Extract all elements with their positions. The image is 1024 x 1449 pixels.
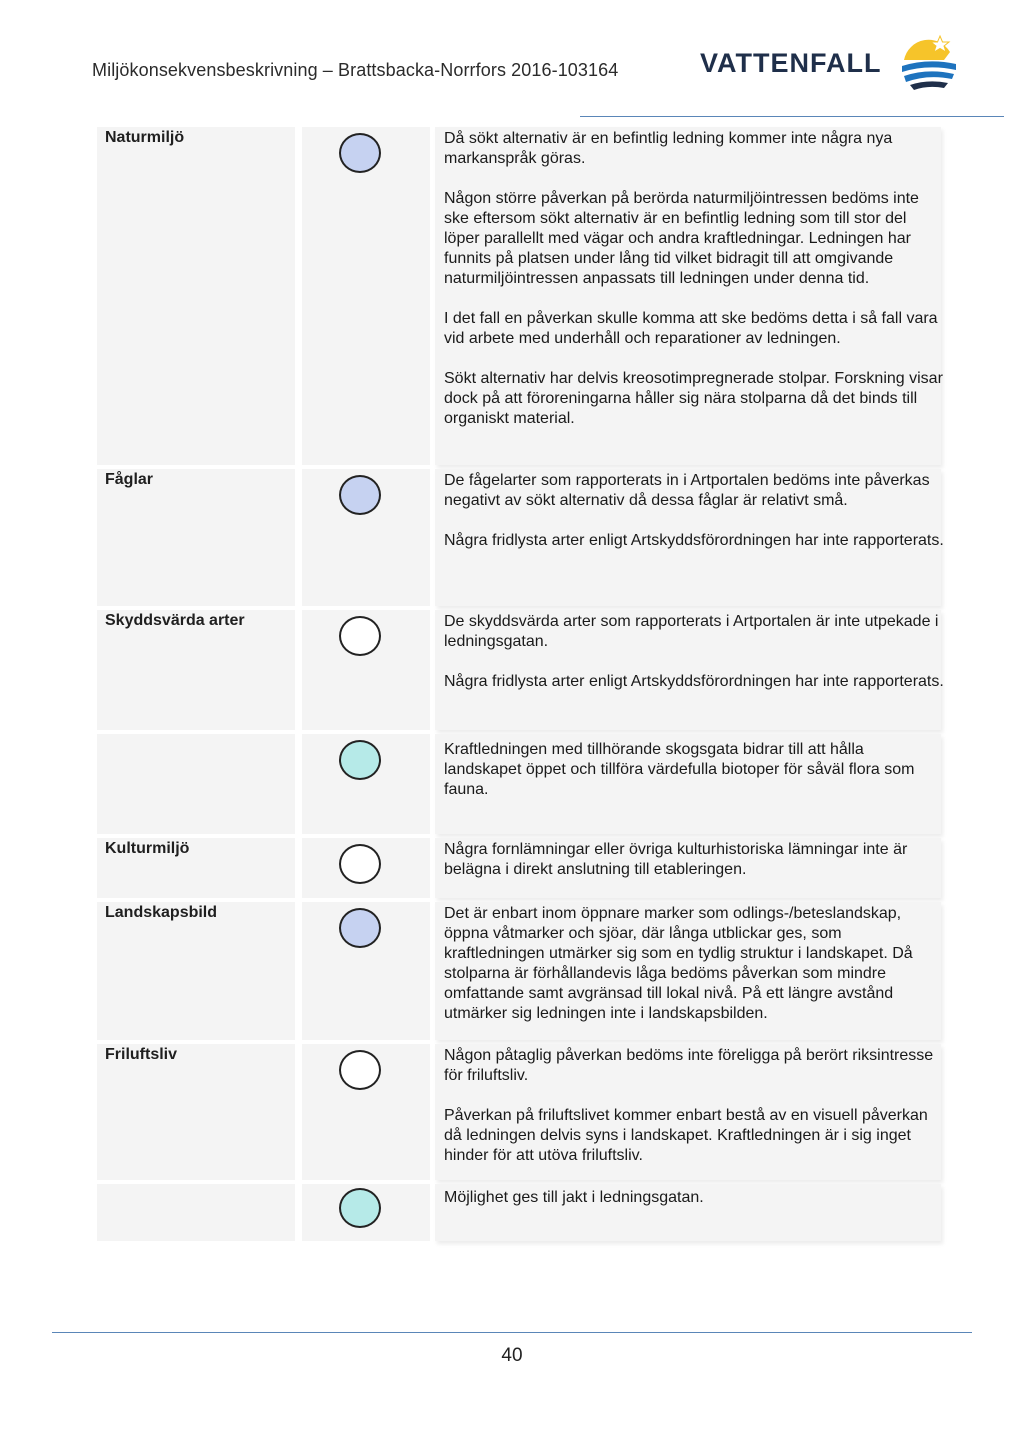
- table-row: [97, 610, 947, 730]
- white-circle-icon: [339, 616, 381, 656]
- page-number: 40: [501, 1345, 523, 1366]
- circle-cell: [302, 127, 430, 465]
- table-row: [97, 469, 947, 606]
- blue-circle-icon: [339, 908, 381, 948]
- label-cell: [97, 902, 295, 1040]
- row-text: [444, 1188, 944, 1208]
- paragraph: De skyddsvärda arter som rapporterats i Artportalen är inte utpekade i ledningsgatan.: [444, 613, 939, 650]
- row-text: [444, 612, 944, 692]
- paragraph: Kraftledningen med tillhörande skogsgata bidrar till att hålla landskapet öppet och tillföra värdefulla biotoper för såväl flora som fauna.: [444, 741, 915, 798]
- logo-text: VATTENFALL: [700, 48, 882, 78]
- table-row: [97, 902, 947, 1040]
- table-row: [97, 1184, 947, 1241]
- paragraph: Några fridlysta arter enligt Artskyddsförordningen har inte rapporterats.: [444, 673, 944, 690]
- row-label: Kulturmiljö: [105, 840, 190, 857]
- table-row: [97, 734, 947, 834]
- row-text: [444, 840, 944, 880]
- white-circle-icon: [339, 1050, 381, 1090]
- paragraph: Några fornlämningar eller övriga kulturhistoriska lämningar inte är belägna i direkt anslutning till etableringen.: [444, 841, 908, 878]
- label-cell: [97, 734, 295, 834]
- row-text: [444, 471, 944, 551]
- paragraph: Möjlighet ges till jakt i ledningsgatan.: [444, 1189, 704, 1206]
- row-label: Fåglar: [105, 471, 154, 488]
- teal-circle-icon: [339, 740, 381, 780]
- paragraph: Någon större påverkan på berörda naturmiljöintressen bedöms inte ske eftersom sökt alternativ är en befintlig ledning som till stor del löper parallellt med vägar och andra kraftledningar. Ledningen har funnits på platsen under lång tid vilket bidragit till att omgivande naturmiljöintressen anpassats till ledningen under denna tid.: [444, 190, 919, 287]
- row-text: [444, 129, 944, 429]
- paragraph: Påverkan på friluftslivet kommer enbart bestå av en visuell påverkan då ledningen delvis syns i landskapet. Kraftledningen är i sig inget hinder för att utöva friluftsliv.: [444, 1107, 928, 1164]
- paragraph: Någon påtaglig påverkan bedöms inte föreligga på berört riksintresse för friluftsliv.: [444, 1047, 934, 1084]
- vattenfall-logo: [700, 30, 962, 92]
- label-cell: [97, 469, 295, 606]
- table-row: [97, 1044, 947, 1180]
- paragraph: Det är enbart inom öppnare marker som odlings-/beteslandskap, öppna våtmarker och sjöar, där långa utblickar ges, som kraftledningen utmärker sig som en tydlig struktur i landskapet. Då stolparna är förhållandevis låga bedöms påverkan som mindre omfattande samt avgränsad till lokal nivå. På ett längre avstånd utmärker sig ledningen inte i landskapsbilden.: [444, 905, 913, 1022]
- white-circle-icon: [339, 844, 381, 884]
- header-divider: [580, 116, 1004, 117]
- table-row: [97, 838, 947, 898]
- row-label: Friluftsliv: [105, 1046, 178, 1063]
- row-label: Landskapsbild: [105, 904, 218, 921]
- impact-assessment-table: [97, 127, 947, 1241]
- blue-circle-icon: [339, 475, 381, 515]
- paragraph: I det fall en påverkan skulle komma att ske bedöms detta i så fall vara vid arbete med underhåll och reparationer av ledningen.: [444, 310, 938, 347]
- label-cell: [97, 1184, 295, 1241]
- footer-divider: [52, 1332, 972, 1333]
- sun-wave-icon: [898, 32, 960, 94]
- paragraph: Då sökt alternativ är en befintlig ledning kommer inte några nya markanspråk göras.: [444, 130, 893, 167]
- row-text: [444, 904, 944, 1024]
- label-cell: [97, 1044, 295, 1180]
- blue-circle-icon: [339, 133, 381, 173]
- row-text: [444, 740, 944, 800]
- paragraph: De fågelarter som rapporterats in i Artportalen bedöms inte påverkas negativt av sökt alternativ då dessa fåglar är relativt små.: [444, 472, 930, 509]
- row-label: Skyddsvärda arter: [105, 612, 245, 629]
- document-title: Miljökonsekvensbeskrivning – Brattsbacka-Norrfors 2016-103164: [92, 60, 619, 80]
- paragraph: Några fridlysta arter enligt Artskyddsförordningen har inte rapporterats.: [444, 532, 944, 549]
- table-row: [97, 127, 947, 465]
- label-cell: [97, 127, 295, 465]
- paragraph: Sökt alternativ har delvis kreosotimpregnerade stolpar. Forskning visar dock på att föroreningarna håller sig nära stolparna då det binds till organiskt material.: [444, 370, 943, 427]
- row-text: [444, 1046, 944, 1166]
- row-label: Naturmiljö: [105, 129, 185, 146]
- teal-circle-icon: [339, 1188, 381, 1228]
